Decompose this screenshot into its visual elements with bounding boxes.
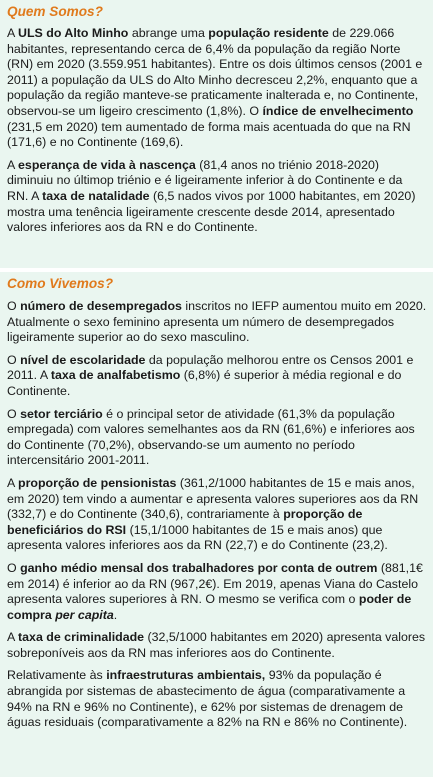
text-run: (361,2/1000 habitantes de 15 e mais anos, em 2020) tem vindo a aumentar e apresenta valores superiores aos da RN (332,7) e do Continente (340,6), contrariamente à	[7, 475, 419, 522]
text-run: A	[7, 157, 19, 172]
paragraph-pensionistas	[7, 476, 427, 554]
text-run-bold: população residente	[208, 26, 329, 40]
text-run-bold: ULS do Alto Minho	[18, 26, 129, 40]
text-run-emphasis: per capita	[55, 607, 114, 622]
text-run: Relativamente às	[7, 668, 107, 683]
paragraph-populacao	[7, 26, 427, 151]
section-quem-somos	[0, 0, 433, 268]
section-title-quem-somos: Quem Somos?	[7, 4, 103, 19]
text-run: de 229.066 habitantes, representando cerca de 6,4% da população da região Norte (RN) em 2020 (3.559.951 habitantes). Entre os dois últimos censos (2001 e 2011) a população da ULS do Alto Minho decresceu 2,2%, enquanto que a população da região manteve-se praticamente inalterada e, no Continente, observou-se um ligeiro crescimento (1,8%). O	[7, 26, 423, 118]
text-run-bold: número de desempregados	[20, 299, 182, 313]
paragraph-setor-terciario	[7, 407, 427, 469]
text-run: .	[113, 607, 118, 622]
paragraph-escolaridade	[7, 353, 427, 400]
text-run: A	[7, 26, 19, 40]
text-run: é o principal setor de atividade (61,3% da população empregada) com valores semelhantes aos da RN (61,6%) e inferiores aos do Continente (70,2%), observando-se um aumento no período intercensitário 2001-2011.	[7, 406, 415, 468]
text-run-bold: proporção de beneficiários do RSI	[7, 507, 363, 537]
paragraph-desempregados	[7, 299, 427, 346]
text-run-bold: poder de compra	[7, 592, 412, 622]
text-run-bold: taxa de criminalidade	[18, 630, 145, 645]
paragraph-criminalidade	[7, 630, 427, 661]
text-run: inscritos no IEFP aumentou muito em 2020. Atualmente o sexo feminino apresenta um número de desempregados ligeiramente superior ao do sexo masculino.	[7, 299, 427, 345]
text-run-bold	[55, 608, 114, 622]
text-run-bold: ganho médio mensal dos trabalhadores por conta de outrem	[20, 560, 378, 575]
text-run: abrange uma	[128, 26, 209, 40]
text-run: da população melhorou entre os Censos 2001 e 2011. A	[7, 352, 414, 383]
paragraph-infraestruturas	[7, 668, 427, 730]
text-run: (231,5 em 2020) tem aumentado de forma mais acentuada do que na RN (171,6) e no Continente (169,6).	[7, 119, 411, 150]
text-run-bold: taxa de natalidade	[42, 188, 150, 203]
text-run-bold: setor terciário	[20, 406, 103, 421]
text-run-bold: índice de envelhecimento	[262, 103, 414, 118]
text-run: A	[7, 630, 19, 645]
text-run: O	[7, 560, 21, 575]
text-run: (81,4 anos no triénio 2018-2020) diminuiu no últimop triénio e é ligeiramente inferior à do Continente e da RN. A	[7, 157, 403, 203]
paragraph-esperanca-vida	[7, 158, 427, 236]
text-run-bold: nível de escolaridade	[20, 352, 146, 367]
text-run: O	[7, 406, 21, 421]
text-run-bold: taxa de analfabetismo	[50, 368, 181, 383]
text-run: (6,8%) é superior à média regional e do Continente.	[7, 368, 402, 398]
text-run: 93% da população é abrangida por sistemas de abastecimento de água (comparativamente a 94% na RN e 96% no Continente), e 62% por sistemas de drenagem de águas residuais (comparativamente a 82% na RN e 86% no Continente).	[7, 668, 408, 730]
text-run: A	[7, 475, 19, 490]
section-title-como-vivemos: Como Vivemos?	[7, 276, 114, 291]
text-run-bold: esperança de vida à nascença	[18, 157, 196, 172]
section-como-vivemos	[0, 272, 433, 777]
text-run: O	[7, 352, 21, 367]
text-run-bold: infraestruturas ambientais,	[106, 668, 266, 683]
text-run: (6,5 nados vivos por 1000 habitantes, em 2020) mostra uma tenência ligeiramente crescente desde 2014, apresentado valores inferiores aos da RN e do Continente.	[7, 188, 416, 235]
text-run: O	[7, 299, 21, 313]
text-run: (32,5/1000 habitantes em 2020) apresenta valores sobreponíveis aos da RN mas inferiores aos do Continente.	[7, 630, 426, 660]
paragraph-ganho-medio	[7, 561, 427, 623]
text-run: (15,1/1000 habitantes de 15 e mais anos) que apresenta valores inferiores aos da RN (22,7) e do Continente (23,2).	[7, 522, 388, 553]
text-run-bold: proporção de pensionistas	[18, 475, 177, 490]
text-run: (881,1€ em 2014) é inferior ao da RN (967,2€). Em 2019, apenas Viana do Castelo apresenta valores superiores à RN. O mesmo se verifica com o	[7, 560, 423, 607]
